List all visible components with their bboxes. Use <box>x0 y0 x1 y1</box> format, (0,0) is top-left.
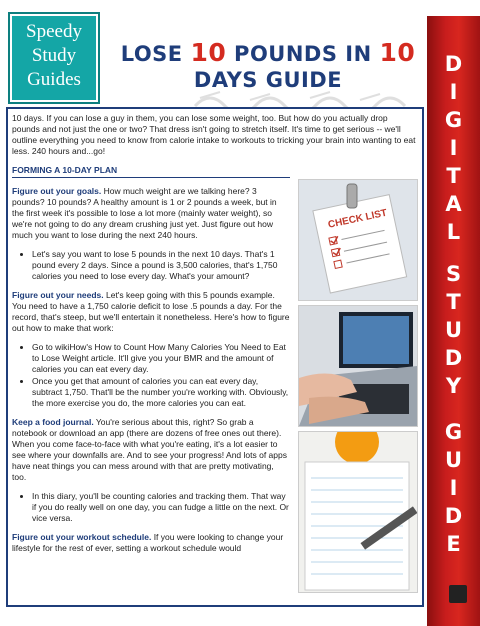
title-line-1 <box>118 40 418 67</box>
bullet-list <box>12 342 290 409</box>
section-lead: Figure out your goals. <box>12 186 102 196</box>
food-journal-image <box>298 431 418 593</box>
spine-letter: D <box>444 52 463 76</box>
spine-letter: T <box>446 290 461 314</box>
title-text: POUNDS IN <box>226 42 380 66</box>
laptop-typing-image <box>298 305 418 427</box>
spine-letter: Y <box>445 374 462 398</box>
speedy-study-guides-logo <box>8 12 100 104</box>
spine-letter: I <box>449 136 458 160</box>
spine-letter: E <box>446 532 461 556</box>
spine-letter: T <box>446 164 461 188</box>
spine-letter: D <box>444 346 463 370</box>
spine-notch <box>427 0 480 16</box>
section-paragraph <box>12 290 290 334</box>
section-lead: Figure out your needs. <box>12 290 104 300</box>
list-item: • In this diary, you'll be counting calories and tracking them. That way if you do really well on one day, you can fudge a little on the next. Or vice versa. <box>32 491 290 524</box>
publisher-logo-icon <box>449 585 467 603</box>
intro-paragraph: 10 days. If you can lose a guy in them, you can lose some weight, too. But how do you actually drop pounds and not just the one or two? That dress isn't going to stretch itself. It's time to get serious -- we'll outline everything you need to know from calorie intake to workouts to tricking your brain into wanting to eat less. 240 hours and...go! <box>12 113 416 156</box>
spine-letter: I <box>449 80 458 104</box>
title-text: LOSE <box>120 42 191 66</box>
section-lead: Figure out your workout schedule. <box>12 532 152 542</box>
list-item: • Let's say you want to lose 5 pounds in the next 10 days. That's 1 pound every 2 days. Since a pound is 3,500 calories, that's 1,750 calories you need to lose every day. What's your amount? <box>32 249 290 282</box>
title-number: 10 <box>190 38 227 67</box>
section-text: You're serious about this, right? So grab a notebook or download an app (there are dozens of free ones out there). When you come face-to-face with what you're eating, it's a lot easier to see where your downfalls are. And to see your progress! And lots of apps have neat things you can mess around with that are pretty motivating, too. <box>12 417 287 482</box>
section-lead: Keep a food journal. <box>12 417 94 427</box>
list-item: • Go to wikiHow's How to Count How Many Calories You Need to Eat to Lose Weight article. It'll give you your BMR and the amount of calories you can eat every day. <box>32 342 290 375</box>
section-paragraph <box>12 532 290 554</box>
section-paragraph <box>12 186 290 241</box>
section-text: If you were looking to change your lifestyle for the rest of ever, setting a workout schedule would <box>12 532 284 553</box>
logo-line: Study <box>31 45 77 66</box>
spine-letter: D <box>444 504 463 528</box>
spine-letter: G <box>444 108 463 132</box>
section-paragraph <box>12 417 290 483</box>
logo-line: Guides <box>27 69 81 90</box>
spine-banner <box>427 0 480 626</box>
section-text: How much weight are we talking here? 3 pounds? 10 pounds? A healthy amount is 1 or 2 pounds a week, but in the first week it's possible to lose a lot more (mainly water weight), so we're not going to do any dream crushing just yet. Just figure out how much you want to lose during the next 240 hours. <box>12 186 277 240</box>
list-item: • Once you get that amount of calories you can eat every day, subtract 1,750. That'll be the number you're working with. Obviously, the more exercise you do, the more calories you can eat. <box>32 376 290 409</box>
spine-letter: L <box>446 220 461 244</box>
bullet-list <box>12 491 290 524</box>
section-text: Let's keep going with this 5 pounds example. You need to have a 1,750 calorie deficit to lose .5 pounds a day. For the record, that's steep, but we'll entertain it nonetheless. Here's how to figure out how to make that work: <box>12 290 290 333</box>
title-number: 10 <box>379 38 416 67</box>
logo-line: Speedy <box>26 21 82 42</box>
main-column <box>12 165 290 562</box>
content-panel <box>6 107 424 607</box>
title-line-2: DAYS GUIDE <box>193 68 343 92</box>
checklist-label: CHECK LIST <box>327 207 389 231</box>
spine-letter: U <box>444 448 463 472</box>
spine-letter: S <box>445 262 462 286</box>
spine-letter: U <box>444 318 463 342</box>
spine-letter: I <box>449 476 458 500</box>
spine-letter: G <box>444 420 463 444</box>
page-title <box>118 40 418 93</box>
bullet-list <box>12 249 290 282</box>
checklist-image <box>298 179 418 301</box>
section-heading: FORMING A 10-DAY PLAN <box>12 165 290 178</box>
spine-letter: A <box>445 192 462 216</box>
